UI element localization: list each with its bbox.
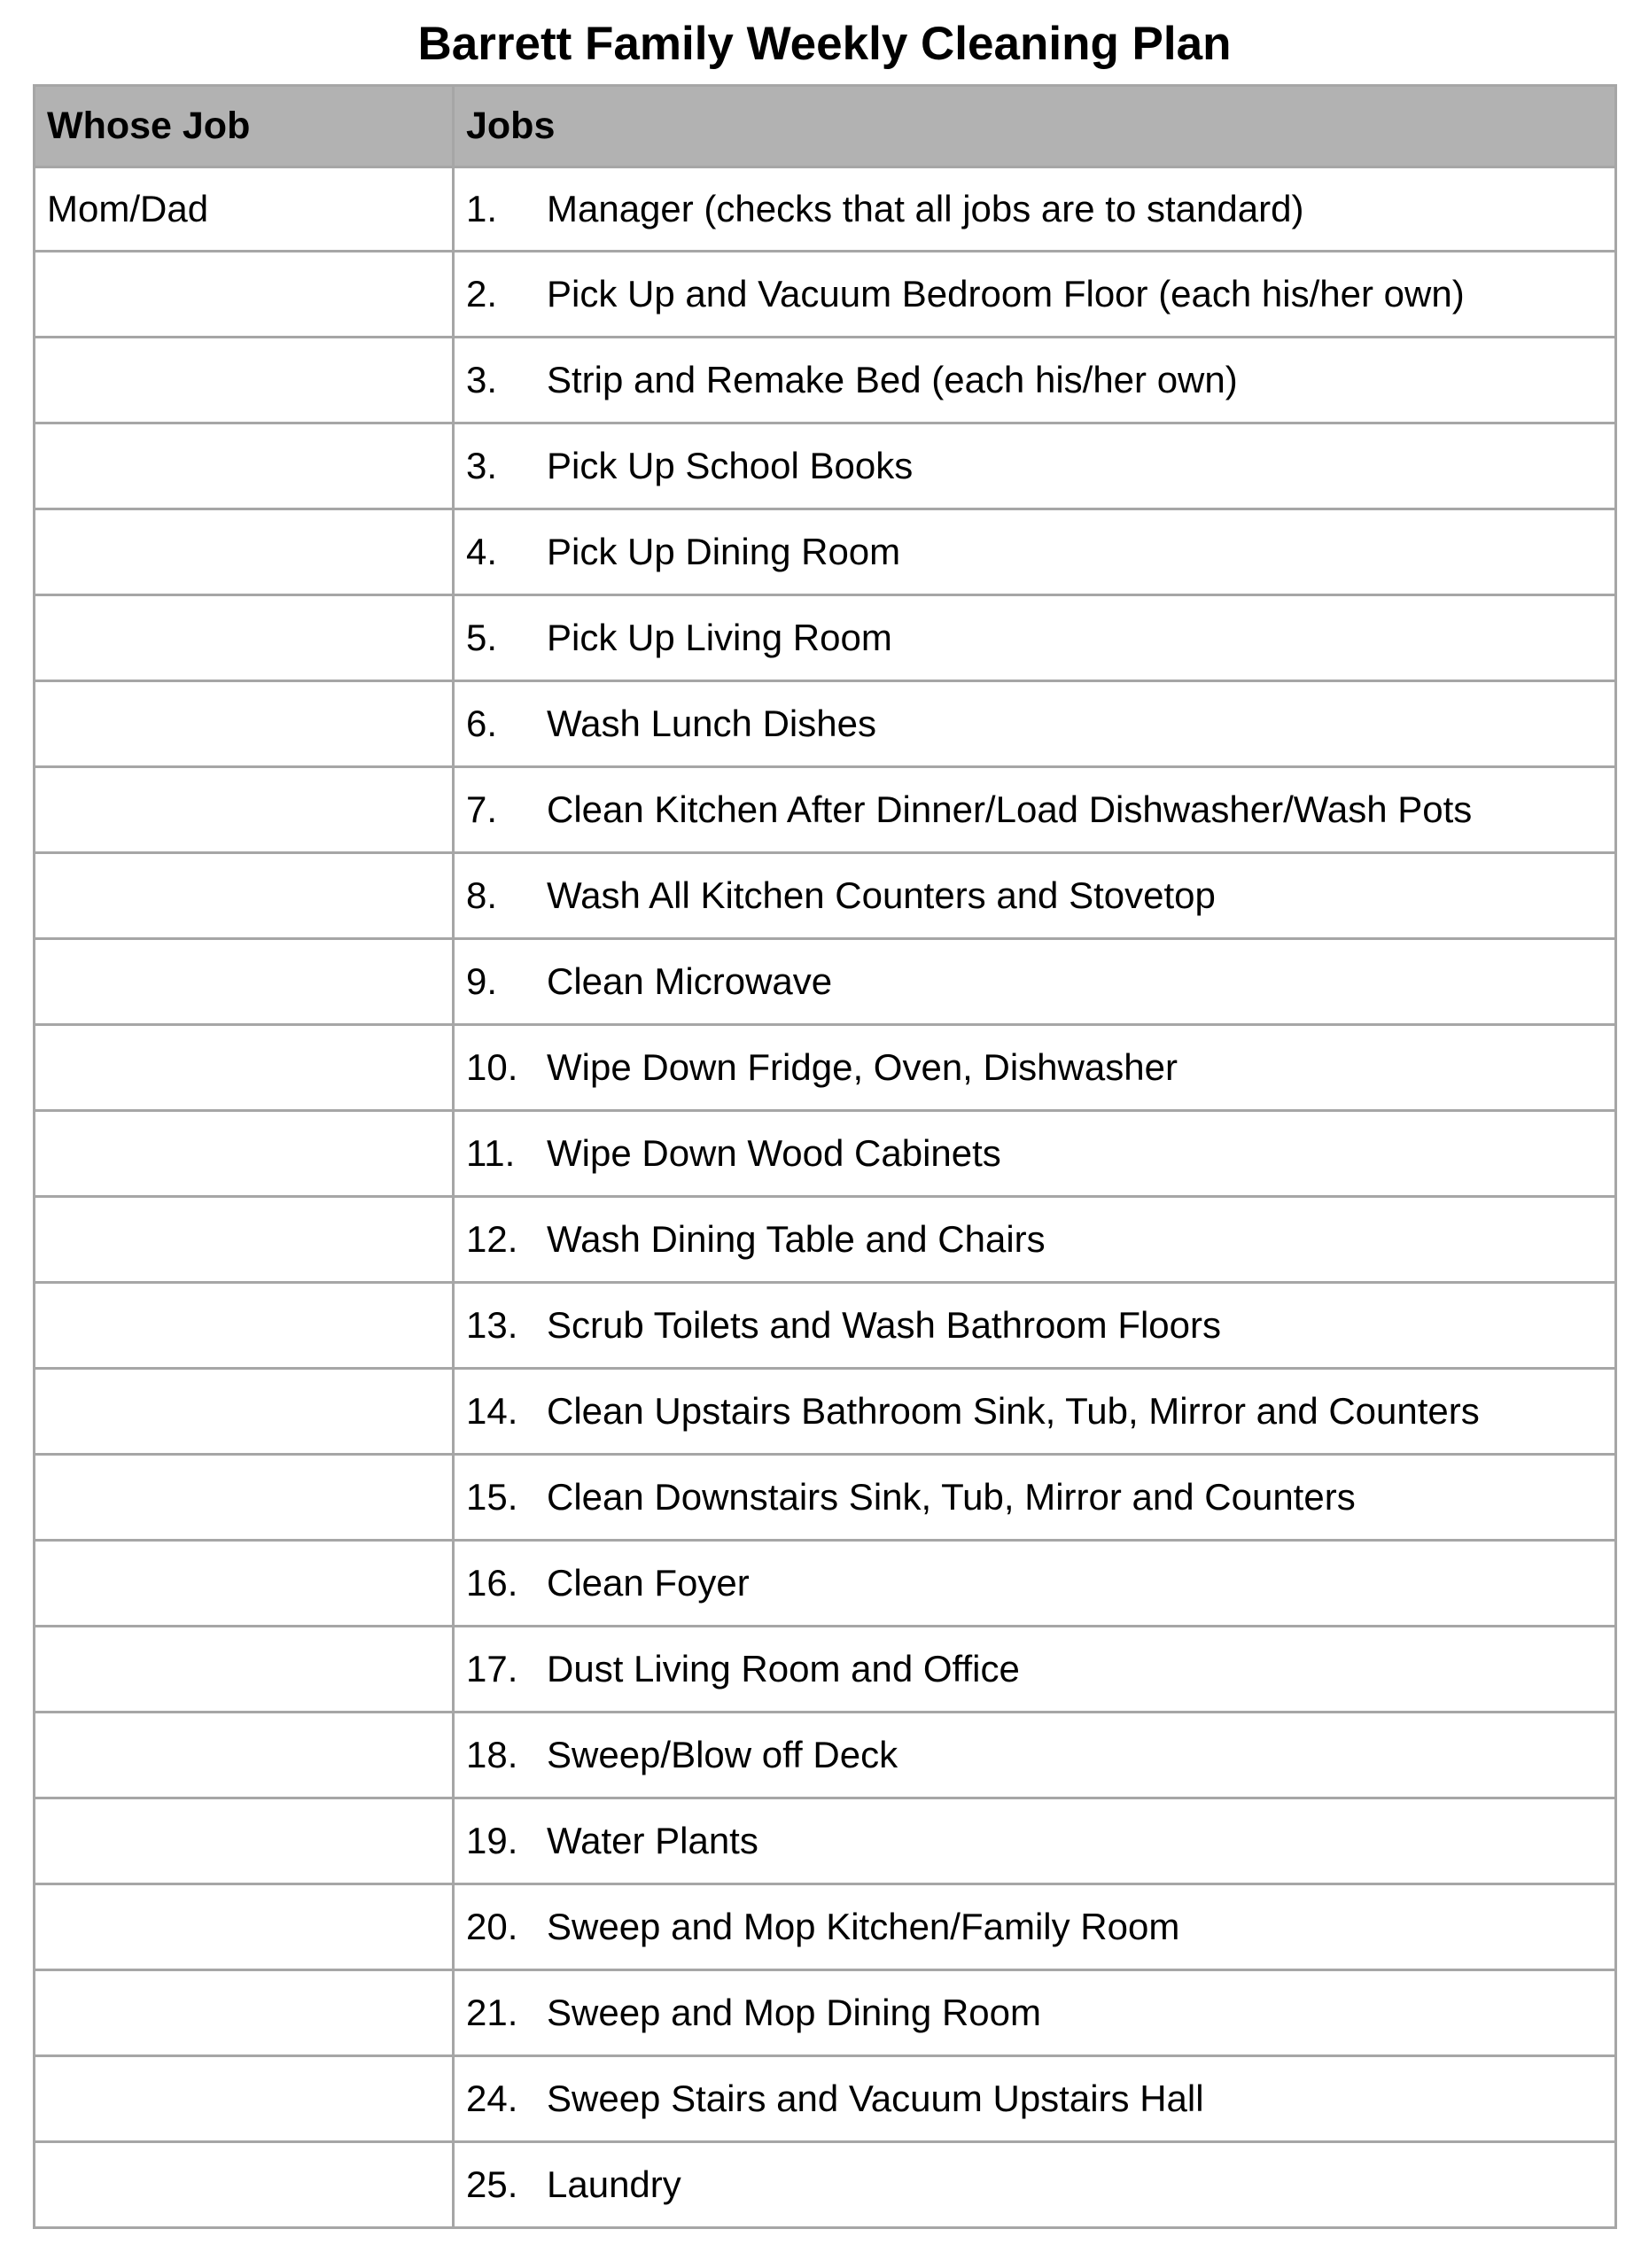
table-row — [35, 1798, 1616, 1884]
table-row — [35, 1455, 1616, 1541]
job-number: 13. — [466, 1304, 518, 1346]
job-number: 19. — [466, 1820, 518, 1861]
table-row — [35, 1283, 1616, 1369]
table-row — [35, 1627, 1616, 1713]
table-row — [35, 338, 1616, 423]
table-row — [35, 1025, 1616, 1111]
whose-job-cell[interactable] — [35, 1369, 454, 1455]
table-row — [35, 1541, 1616, 1627]
job-text: Strip and Remake Bed (each his/her own) — [547, 359, 1238, 400]
job-text: Sweep/Blow off Deck — [547, 1734, 898, 1775]
job-number: 20. — [466, 1906, 518, 1947]
job-cell — [454, 167, 1616, 252]
job-number: 3. — [466, 359, 498, 400]
job-text: Pick Up and Vacuum Bedroom Floor (each his/her own) — [547, 273, 1465, 315]
job-text: Wipe Down Fridge, Oven, Dishwasher — [547, 1046, 1178, 1088]
job-text: Clean Kitchen After Dinner/Load Dishwasher/Wash Pots — [547, 788, 1473, 830]
table-row — [35, 1197, 1616, 1283]
job-cell — [454, 509, 1616, 595]
whose-job-cell[interactable] — [35, 1541, 454, 1627]
job-cell — [454, 1283, 1616, 1369]
whose-job-cell[interactable] — [35, 1455, 454, 1541]
table-row — [35, 1111, 1616, 1197]
page-title: Barrett Family Weekly Cleaning Plan — [417, 18, 1232, 70]
job-text: Clean Microwave — [547, 960, 833, 1002]
job-number: 25. — [466, 2163, 518, 2205]
whose-job-cell[interactable] — [35, 423, 454, 509]
job-text: Clean Upstairs Bathroom Sink, Tub, Mirror and Counters — [547, 1390, 1480, 1432]
job-text: Wash All Kitchen Counters and Stovetop — [547, 874, 1216, 916]
job-text: Pick Up Living Room — [547, 617, 892, 658]
job-cell — [454, 1627, 1616, 1713]
job-number: 14. — [466, 1390, 518, 1432]
whose-job-cell[interactable] — [35, 767, 454, 853]
job-text: Manager (checks that all jobs are to standard) — [547, 188, 1304, 229]
whose-job-cell[interactable] — [35, 1025, 454, 1111]
table-row — [35, 595, 1616, 681]
whose-job-cell[interactable] — [35, 252, 454, 338]
job-number: 12. — [466, 1218, 518, 1260]
job-text: Water Plants — [547, 1820, 758, 1861]
whose-job-cell[interactable] — [35, 1627, 454, 1713]
whose-job-cell[interactable] — [35, 1970, 454, 2056]
job-number: 17. — [466, 1648, 518, 1689]
job-cell — [454, 423, 1616, 509]
cleaning-plan-table — [33, 84, 1617, 2229]
job-text: Sweep Stairs and Vacuum Upstairs Hall — [547, 2078, 1204, 2119]
job-number: 24. — [466, 2078, 518, 2119]
table-row — [35, 1970, 1616, 2056]
table-row — [35, 1369, 1616, 1455]
job-cell — [454, 1111, 1616, 1197]
whose-job-cell[interactable] — [35, 1798, 454, 1884]
table-header-row — [35, 86, 1616, 167]
job-number: 1. — [466, 188, 498, 229]
job-cell — [454, 1541, 1616, 1627]
whose-job-cell[interactable] — [35, 681, 454, 767]
job-number: 9. — [466, 960, 498, 1002]
job-cell — [454, 1970, 1616, 2056]
whose-job-cell[interactable] — [35, 1283, 454, 1369]
job-cell — [454, 252, 1616, 338]
job-text: Pick Up School Books — [547, 445, 914, 486]
job-cell — [454, 1369, 1616, 1455]
job-number: 2. — [466, 273, 498, 315]
whose-job-cell[interactable] — [35, 1713, 454, 1798]
job-text: Wash Dining Table and Chairs — [547, 1218, 1046, 1260]
job-cell — [454, 1884, 1616, 1970]
whose-job-cell[interactable] — [35, 1197, 454, 1283]
job-cell — [454, 2142, 1616, 2228]
whose-job-cell[interactable]: Mom/Dad — [35, 167, 454, 252]
table-row — [35, 1884, 1616, 1970]
job-number: 6. — [466, 703, 498, 744]
job-text: Wash Lunch Dishes — [547, 703, 876, 744]
job-number: 18. — [466, 1734, 518, 1775]
job-number: 7. — [466, 788, 498, 830]
job-text: Dust Living Room and Office — [547, 1648, 1020, 1689]
job-text: Sweep and Mop Kitchen/Family Room — [547, 1906, 1180, 1947]
table-row — [35, 767, 1616, 853]
whose-job-cell[interactable] — [35, 853, 454, 939]
table-row — [35, 423, 1616, 509]
header-jobs: Jobs — [454, 86, 1616, 167]
header-whose-job: Whose Job — [35, 86, 454, 167]
job-text: Wipe Down Wood Cabinets — [547, 1132, 1001, 1174]
whose-job-cell[interactable] — [35, 939, 454, 1025]
table-row — [35, 2142, 1616, 2228]
job-cell — [454, 853, 1616, 939]
whose-job-cell[interactable] — [35, 595, 454, 681]
job-cell — [454, 338, 1616, 423]
table-row — [35, 1713, 1616, 1798]
table-row — [35, 853, 1616, 939]
job-text: Scrub Toilets and Wash Bathroom Floors — [547, 1304, 1222, 1346]
job-cell — [454, 1025, 1616, 1111]
job-cell — [454, 2056, 1616, 2142]
job-cell — [454, 1713, 1616, 1798]
job-number: 10. — [466, 1046, 518, 1088]
job-text: Pick Up Dining Room — [547, 531, 901, 572]
job-text: Laundry — [547, 2163, 681, 2205]
job-cell — [454, 1197, 1616, 1283]
job-number: 21. — [466, 1992, 518, 2033]
job-cell — [454, 939, 1616, 1025]
job-number: 11. — [466, 1132, 516, 1174]
whose-job-cell[interactable] — [35, 2056, 454, 2142]
whose-job-cell[interactable] — [35, 1111, 454, 1197]
job-number: 3. — [466, 445, 498, 486]
job-cell — [454, 767, 1616, 853]
whose-job-cell[interactable] — [35, 338, 454, 423]
job-cell — [454, 681, 1616, 767]
job-cell — [454, 1455, 1616, 1541]
table-row — [35, 252, 1616, 338]
job-number: 8. — [466, 874, 498, 916]
whose-job-cell[interactable] — [35, 1884, 454, 1970]
table-row — [35, 167, 1616, 252]
job-cell — [454, 1798, 1616, 1884]
job-number: 15. — [466, 1476, 518, 1518]
job-text: Clean Downstairs Sink, Tub, Mirror and Counters — [547, 1476, 1356, 1518]
whose-job-cell[interactable] — [35, 509, 454, 595]
job-text: Clean Foyer — [547, 1562, 750, 1604]
job-text: Sweep and Mop Dining Room — [547, 1992, 1041, 2033]
job-number: 16. — [466, 1562, 518, 1604]
job-number: 4. — [466, 531, 498, 572]
table-row — [35, 2056, 1616, 2142]
whose-job-cell[interactable] — [35, 2142, 454, 2228]
table-row — [35, 939, 1616, 1025]
table-row — [35, 681, 1616, 767]
job-cell — [454, 595, 1616, 681]
table-row — [35, 509, 1616, 595]
job-number: 5. — [466, 617, 498, 658]
